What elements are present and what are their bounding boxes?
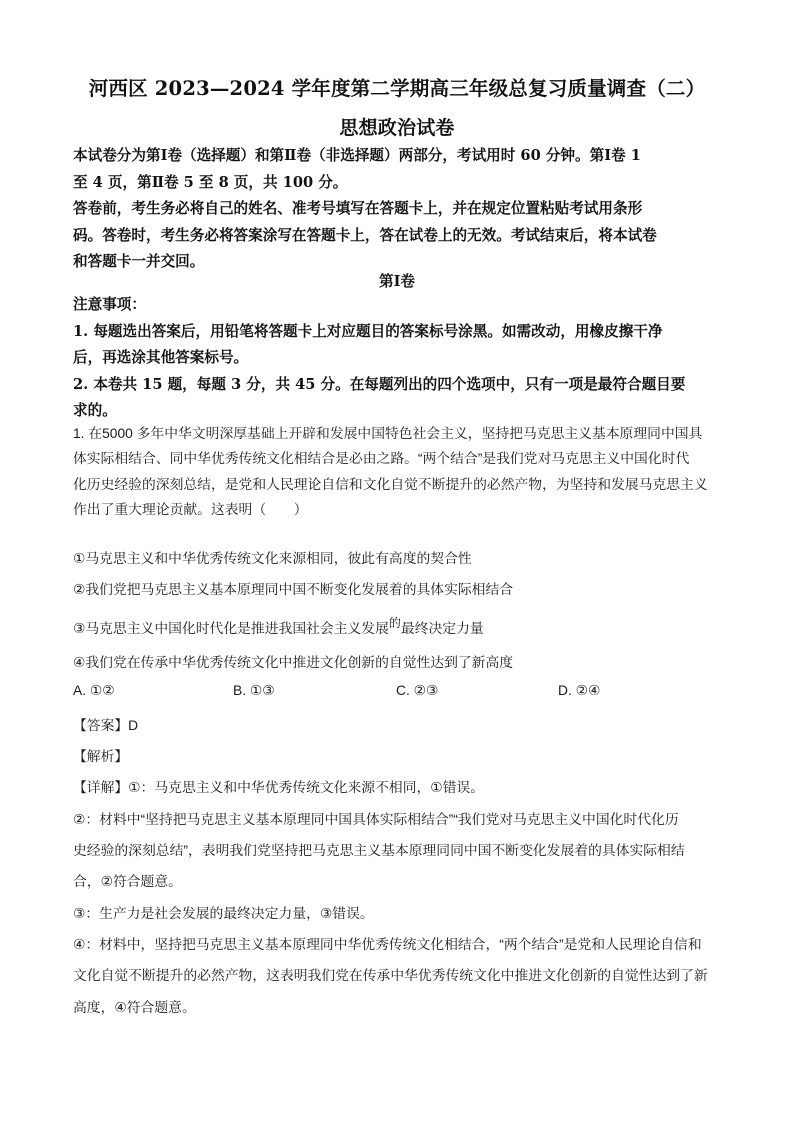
notice-line: 后，再选涂其他答案标号。: [73, 349, 249, 366]
question-stem: [73, 421, 725, 522]
analysis-line: ②：材料中“坚持把马克思主义基本原理同中国具体实际相结合”“我们党对马克思主义中国化时代化历: [73, 812, 679, 827]
instruction-line: 码。答卷时，考生务必将答案涂写在答题卡上，答在试卷上的无效。考试结束后，将本试卷: [73, 226, 657, 244]
instruction-line: 至 4 页，第Ⅱ卷 5 至 8 页，共 100 分。: [73, 173, 348, 191]
notice-line: 2. 本卷共 15 题，每题 3 分，共 45 分。在每题列出的四个选项中，只有一项是最符合题目要: [73, 375, 686, 393]
exam-instructions: [73, 143, 725, 276]
statement-3-superscript: 的: [388, 616, 401, 630]
option-d: D. ②④: [558, 683, 601, 698]
analysis-line: 【详解】①：马克思主义和中华优秀传统文化来源不相同，①错误。: [73, 780, 485, 795]
notice-block: [73, 292, 725, 425]
notice-line: 求的。: [73, 402, 117, 419]
analysis-line: ④：材料中，坚持把马克思主义基本原理同中华优秀传统文化相结合，“两个结合”是党和人民理论自信和: [73, 937, 702, 952]
option-c: C. ②③: [396, 683, 439, 698]
exam-subtitle: 思想政治试卷: [339, 117, 455, 139]
instruction-line: 和答题卡一并交回。: [73, 253, 205, 270]
stem-line: 体实际相结合、同中华优秀传统文化相结合是必由之路。“两个结合”是我们党对马克思主义中国化时代: [73, 451, 690, 467]
statement-3-text-b: 最终决定力量: [400, 621, 484, 636]
option-b: B. ①③: [233, 683, 275, 698]
section-title: 第Ⅰ卷: [378, 273, 415, 290]
analysis-line: 文化自觉不断提升的必然产物，这表明我们党在传承中华优秀传统文化中推进文化创新的自觉性达到了新: [73, 968, 708, 983]
stem-line: 1. 在5000 多年中华文明深厚基础上开辟和发展中国特色社会主义，坚持把马克思主义基本原理同中国具: [73, 426, 703, 441]
statement-1: ①马克思主义和中华优秀传统文化来源相同，彼此有高度的契合性: [73, 551, 472, 566]
exam-title: 河西区 2023—2024 学年度第二学期高三年级总复习质量调查（二）: [88, 77, 706, 100]
notice-title: 注意事项：: [73, 296, 146, 313]
notice-line: 1. 每题选出答案后，用铅笔将答题卡上对应题目的答案标号涂黑。如需改动，用橡皮擦干净: [73, 322, 663, 340]
analysis-label: 【解析】: [73, 749, 129, 764]
statement-4: ④我们党在传承中华优秀传统文化中推进文化创新的自觉性达到了新高度: [73, 655, 514, 670]
answer-label: 【答案】D: [73, 718, 139, 733]
stem-line: 作出了重大理论贡献。这表明（ ）: [73, 501, 308, 517]
statement-3: [73, 617, 484, 637]
analysis-line: ③：生产力是社会发展的最终决定力量，③错误。: [73, 906, 374, 921]
analysis-line: 合，②符合题意。: [73, 874, 182, 889]
analysis-line: 高度，④符合题意。: [73, 1000, 196, 1015]
statement-2: ②我们党把马克思主义基本原理同中国不断变化发展着的具体实际相结合: [73, 582, 514, 597]
analysis-line: 史经验的深刻总结”，表明我们党坚持把马克思主义基本原理同同中国不断变化发展着的具体实际相结: [73, 843, 685, 858]
option-a: A. ①②: [73, 683, 115, 698]
instruction-line: 答卷前，考生务必将自己的姓名、准考号填写在答题卡上，并在规定位置粘贴考试用条形: [73, 200, 643, 217]
stem-line: 化历史经验的深刻总结，是党和人民理论自信和文化自觉不断提升的必然产物，为坚持和发展马克思主义: [73, 476, 708, 492]
instruction-line: 本试卷分为第Ⅰ卷（选择题）和第Ⅱ卷（非选择题）两部分，考试用时 60 分钟。第Ⅰ卷 1: [73, 147, 641, 164]
statement-3-text-a: ③马克思主义中国化时代化是推进我国社会主义发展: [73, 621, 389, 636]
